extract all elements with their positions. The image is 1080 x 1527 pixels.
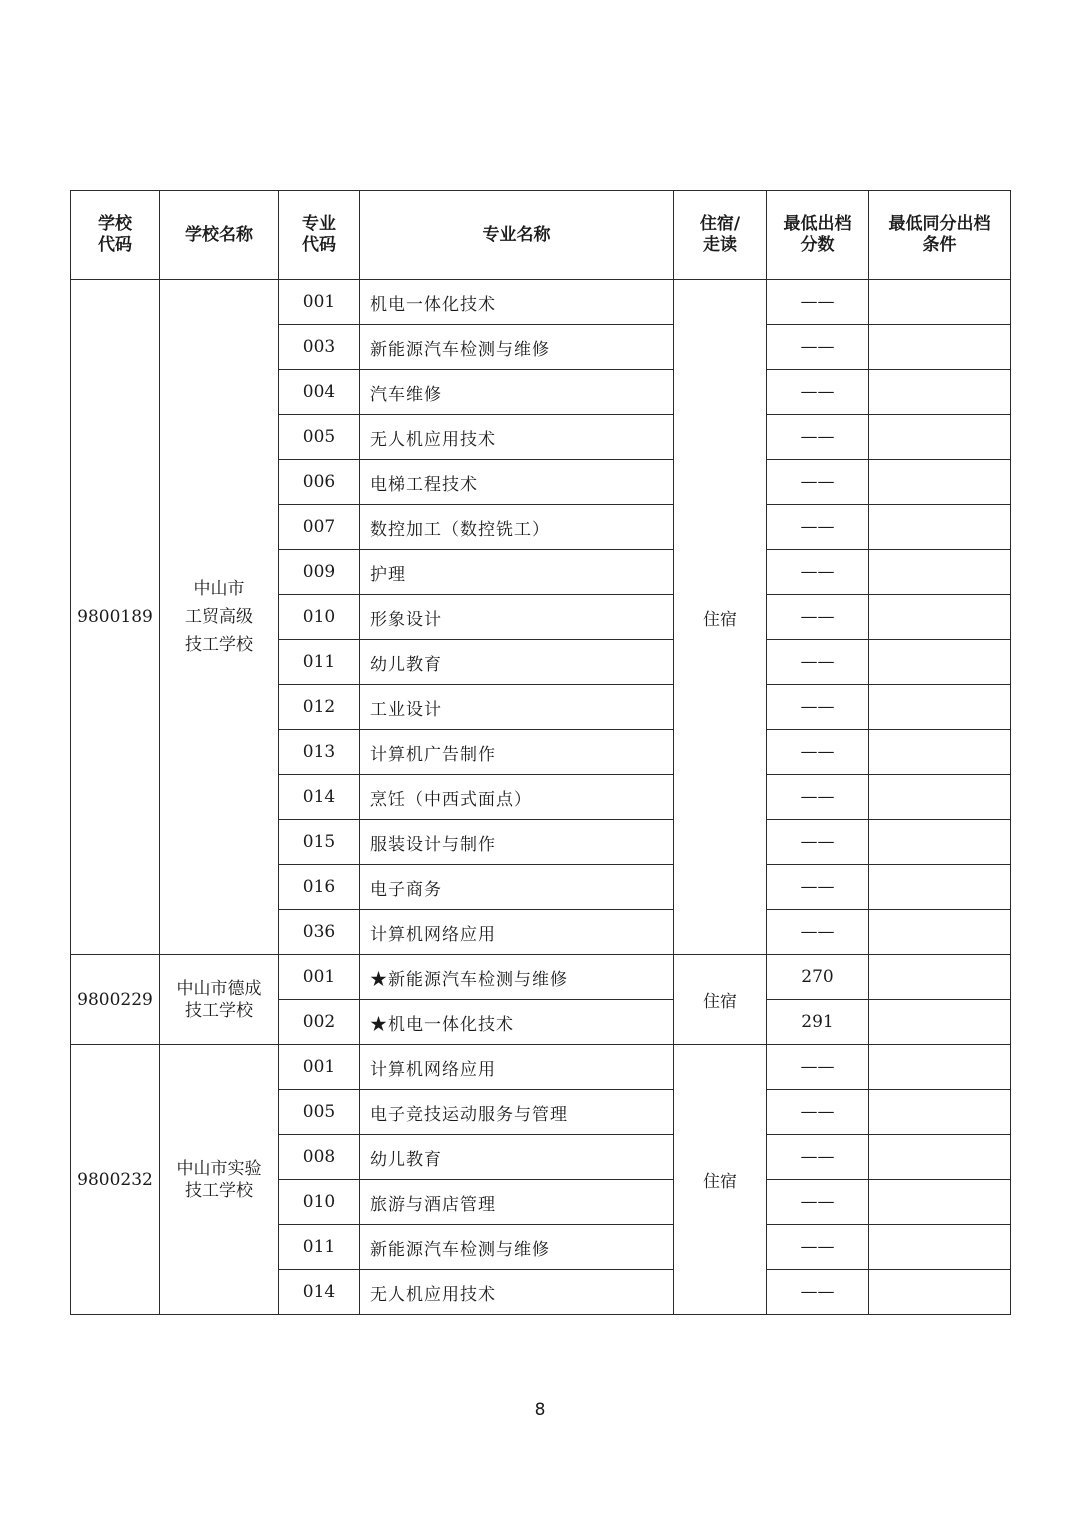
page-number: 8 <box>534 1400 546 1420</box>
school-name-line: 中山市实验 <box>176 1158 262 1179</box>
min-score: —— <box>767 1180 869 1225</box>
major-code: 001 <box>279 955 360 1000</box>
header-lodging: 住宿/ 走读 <box>674 191 767 280</box>
major-name: 电子商务 <box>360 865 674 910</box>
school-name-line: 工贸高级 <box>185 607 253 627</box>
tie-condition <box>869 550 1011 595</box>
major-code: 007 <box>279 505 360 550</box>
school-name-line: 技工学校 <box>185 1180 253 1201</box>
school-code: 9800232 <box>71 1045 160 1315</box>
tie-condition <box>869 955 1011 1000</box>
min-score: —— <box>767 460 869 505</box>
major-code: 011 <box>279 1225 360 1270</box>
tie-condition <box>869 685 1011 730</box>
major-code: 001 <box>279 280 360 325</box>
header-school-name: 学校名称 <box>160 191 279 280</box>
major-name: 幼儿教育 <box>360 640 674 685</box>
table-row <box>71 280 1011 325</box>
major-code: 008 <box>279 1135 360 1180</box>
tie-condition <box>869 280 1011 325</box>
lodging: 住宿 <box>674 280 767 955</box>
tie-condition <box>869 865 1011 910</box>
major-name: 计算机网络应用 <box>360 910 674 955</box>
school-code: 9800189 <box>71 280 160 955</box>
major-code: 004 <box>279 370 360 415</box>
table-row <box>71 1045 1011 1090</box>
min-score: —— <box>767 325 869 370</box>
major-name: 电梯工程技术 <box>360 460 674 505</box>
tie-condition <box>869 505 1011 550</box>
tie-condition <box>869 1270 1011 1315</box>
min-score: —— <box>767 1090 869 1135</box>
min-score: —— <box>767 910 869 955</box>
major-name: 护理 <box>360 550 674 595</box>
school-name <box>160 280 279 955</box>
major-code: 014 <box>279 1270 360 1315</box>
major-code: 036 <box>279 910 360 955</box>
tie-condition <box>869 1135 1011 1180</box>
major-name: 旅游与酒店管理 <box>360 1180 674 1225</box>
major-name: ★新能源汽车检测与维修 <box>360 955 674 1000</box>
major-name: 电子竞技运动服务与管理 <box>360 1090 674 1135</box>
major-code: 013 <box>279 730 360 775</box>
tie-condition <box>869 325 1011 370</box>
school-name-line: 中山市 <box>193 579 245 599</box>
major-name: 幼儿教育 <box>360 1135 674 1180</box>
major-name: 新能源汽车检测与维修 <box>360 325 674 370</box>
admission-table <box>70 190 1011 1315</box>
min-score: —— <box>767 640 869 685</box>
major-code: 005 <box>279 415 360 460</box>
school-name-line: 中山市德成 <box>176 978 262 999</box>
tie-condition <box>869 1180 1011 1225</box>
min-score: —— <box>767 595 869 640</box>
tie-condition <box>869 1090 1011 1135</box>
major-code: 010 <box>279 1180 360 1225</box>
major-code: 006 <box>279 460 360 505</box>
major-code: 015 <box>279 820 360 865</box>
major-code: 005 <box>279 1090 360 1135</box>
tie-condition <box>869 1045 1011 1090</box>
min-score: —— <box>767 505 869 550</box>
header-major-code: 专业 代码 <box>279 191 360 280</box>
min-score: —— <box>767 775 869 820</box>
school-name-line: 技工学校 <box>185 1000 253 1021</box>
major-code: 001 <box>279 1045 360 1090</box>
tie-condition <box>869 775 1011 820</box>
major-name: 新能源汽车检测与维修 <box>360 1225 674 1270</box>
school-name <box>160 955 279 1045</box>
major-name: 汽车维修 <box>360 370 674 415</box>
major-name: ★机电一体化技术 <box>360 1000 674 1045</box>
min-score: —— <box>767 280 869 325</box>
min-score: 270 <box>767 955 869 1000</box>
min-score: —— <box>767 1135 869 1180</box>
min-score: —— <box>767 865 869 910</box>
major-code: 009 <box>279 550 360 595</box>
min-score: —— <box>767 1045 869 1090</box>
header-tie-condition: 最低同分出档 条件 <box>869 191 1011 280</box>
major-code: 012 <box>279 685 360 730</box>
major-code: 002 <box>279 1000 360 1045</box>
major-code: 014 <box>279 775 360 820</box>
major-name: 计算机网络应用 <box>360 1045 674 1090</box>
major-code: 003 <box>279 325 360 370</box>
header-row <box>71 191 1011 280</box>
min-score: —— <box>767 730 869 775</box>
tie-condition <box>869 1000 1011 1045</box>
school-name-line: 技工学校 <box>185 635 253 655</box>
min-score: —— <box>767 1270 869 1315</box>
lodging: 住宿 <box>674 955 767 1045</box>
major-name: 烹饪（中西式面点） <box>360 775 674 820</box>
tie-condition <box>869 1225 1011 1270</box>
tie-condition <box>869 415 1011 460</box>
lodging: 住宿 <box>674 1045 767 1315</box>
major-name: 形象设计 <box>360 595 674 640</box>
major-name: 无人机应用技术 <box>360 1270 674 1315</box>
major-code: 016 <box>279 865 360 910</box>
min-score: —— <box>767 370 869 415</box>
major-name: 工业设计 <box>360 685 674 730</box>
tie-condition <box>869 820 1011 865</box>
min-score: —— <box>767 415 869 460</box>
min-score: —— <box>767 685 869 730</box>
tie-condition <box>869 640 1011 685</box>
tie-condition <box>869 595 1011 640</box>
school-name <box>160 1045 279 1315</box>
major-code: 010 <box>279 595 360 640</box>
major-name: 机电一体化技术 <box>360 280 674 325</box>
school-code: 9800229 <box>71 955 160 1045</box>
major-name: 计算机广告制作 <box>360 730 674 775</box>
min-score: 291 <box>767 1000 869 1045</box>
header-major-name: 专业名称 <box>360 191 674 280</box>
tie-condition <box>869 370 1011 415</box>
tie-condition <box>869 730 1011 775</box>
major-name: 数控加工（数控铣工） <box>360 505 674 550</box>
min-score: —— <box>767 1225 869 1270</box>
tie-condition <box>869 460 1011 505</box>
table-row <box>71 955 1011 1000</box>
major-name: 无人机应用技术 <box>360 415 674 460</box>
tie-condition <box>869 910 1011 955</box>
min-score: —— <box>767 820 869 865</box>
major-name: 服装设计与制作 <box>360 820 674 865</box>
header-min-score: 最低出档 分数 <box>767 191 869 280</box>
min-score: —— <box>767 550 869 595</box>
header-school-code: 学校 代码 <box>71 191 160 280</box>
major-code: 011 <box>279 640 360 685</box>
